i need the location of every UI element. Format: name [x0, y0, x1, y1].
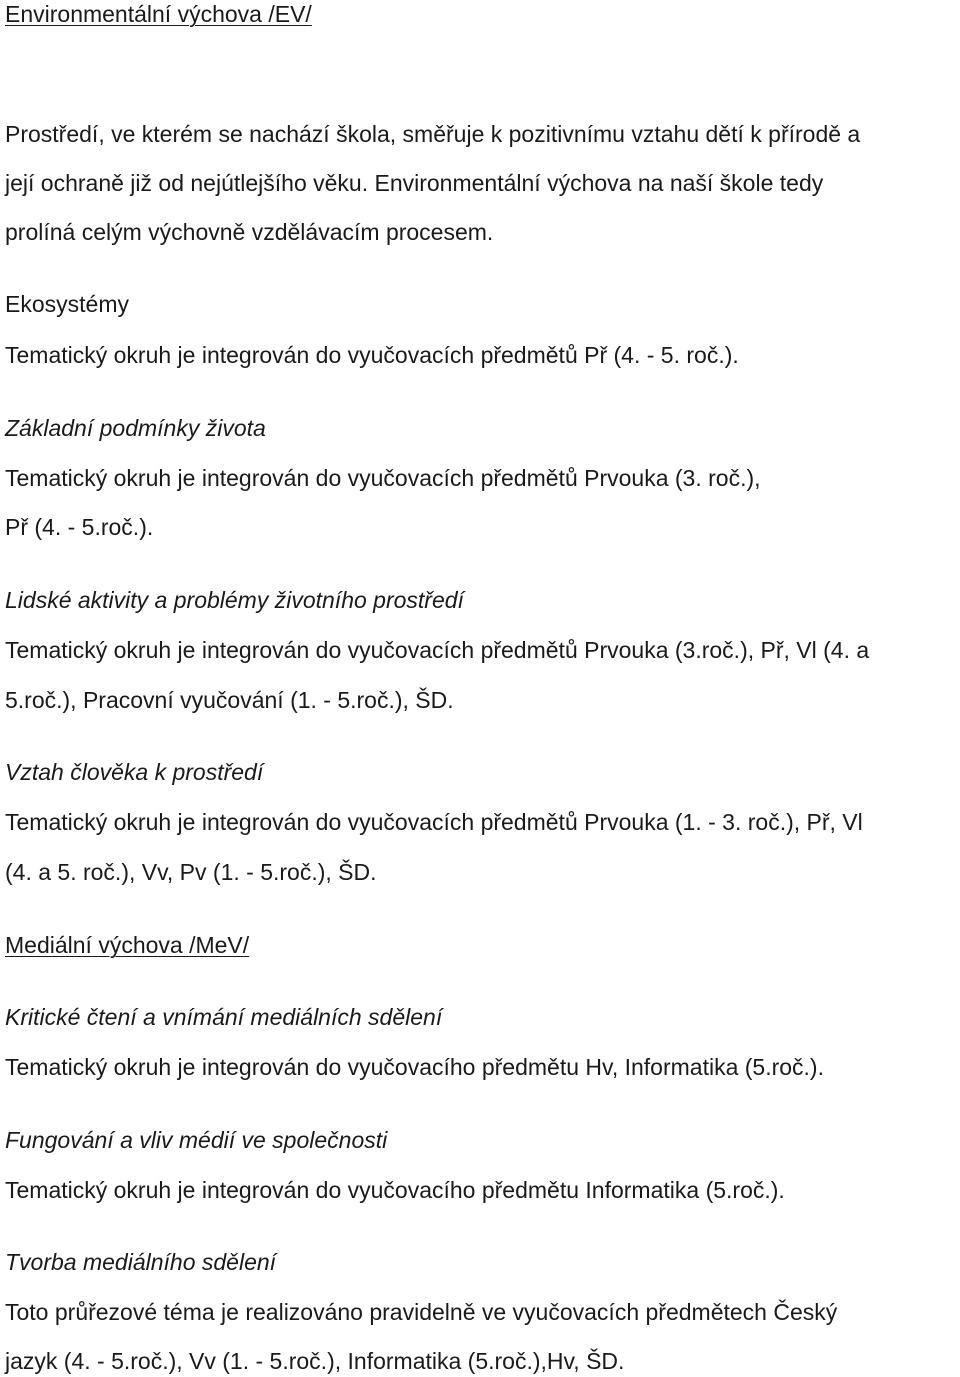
section-text-vztah-cloveka-2: (4. a 5. roč.), Vv, Pv (1. - 5.roč.), ŠD. [5, 859, 377, 885]
section-text-zakladni-podminky-1: Tematický okruh je integrován do vyučovacích předmětů Prvouka (3. roč.), [5, 465, 761, 491]
section-text-vztah-cloveka-1: Tematický okruh je integrován do vyučovacích předmětů Prvouka (1. - 3. roč.), Př, Vl [5, 809, 863, 835]
section-text-zakladni-podminky-2: Př (4. - 5.roč.). [5, 514, 154, 540]
ev-heading: Environmentální výchova /EV/ [5, 1, 312, 27]
section-text-tvorba-sdeleni-1: Toto průřezové téma je realizováno pravidelně ve vyučovacích předmětech Český [5, 1299, 838, 1325]
section-title-zakladni-podminky: Základní podmínky života [5, 415, 266, 441]
section-text-ekosystemy: Tematický okruh je integrován do vyučovacích předmětů Př (4. - 5. roč.). [5, 342, 739, 368]
section-title-vztah-cloveka: Vztah člověka k prostředí [5, 759, 264, 785]
ev-intro-line-3: prolíná celým výchovně vzdělávacím procesem. [5, 219, 494, 245]
section-title-ekosystemy: Ekosystémy [5, 291, 129, 317]
ev-intro-line-2: její ochraně již od nejútlejšího věku. Environmentální výchova na naší škole tedy [5, 170, 824, 196]
section-text-tvorba-sdeleni-2: jazyk (4. - 5.roč.), Vv (1. - 5.roč.), Informatika (5.roč.),Hv, ŠD. [5, 1348, 625, 1374]
section-title-tvorba-sdeleni: Tvorba mediálního sdělení [5, 1249, 277, 1275]
section-text-kriticke-cteni: Tematický okruh je integrován do vyučovacího předmětu Hv, Informatika (5.roč.). [5, 1054, 824, 1080]
section-title-kriticke-cteni: Kritické čtení a vnímání mediálních sdělení [5, 1004, 443, 1030]
ev-intro-line-1: Prostředí, ve kterém se nachází škola, směřuje k pozitivnímu vztahu dětí k přírodě a [5, 121, 861, 147]
section-title-fungovani-medii: Fungování a vliv médií ve společnosti [5, 1127, 388, 1153]
section-text-lidske-aktivity-1: Tematický okruh je integrován do vyučovacích předmětů Prvouka (3.roč.), Př, Vl (4. a [5, 637, 870, 663]
mev-heading: Mediální výchova /MeV/ [5, 932, 250, 958]
section-text-fungovani-medii: Tematický okruh je integrován do vyučovacího předmětu Informatika (5.roč.). [5, 1177, 785, 1203]
section-title-lidske-aktivity: Lidské aktivity a problémy životního prostředí [5, 587, 464, 613]
section-text-lidske-aktivity-2: 5.roč.), Pracovní vyučování (1. - 5.roč.), ŠD. [5, 687, 454, 713]
